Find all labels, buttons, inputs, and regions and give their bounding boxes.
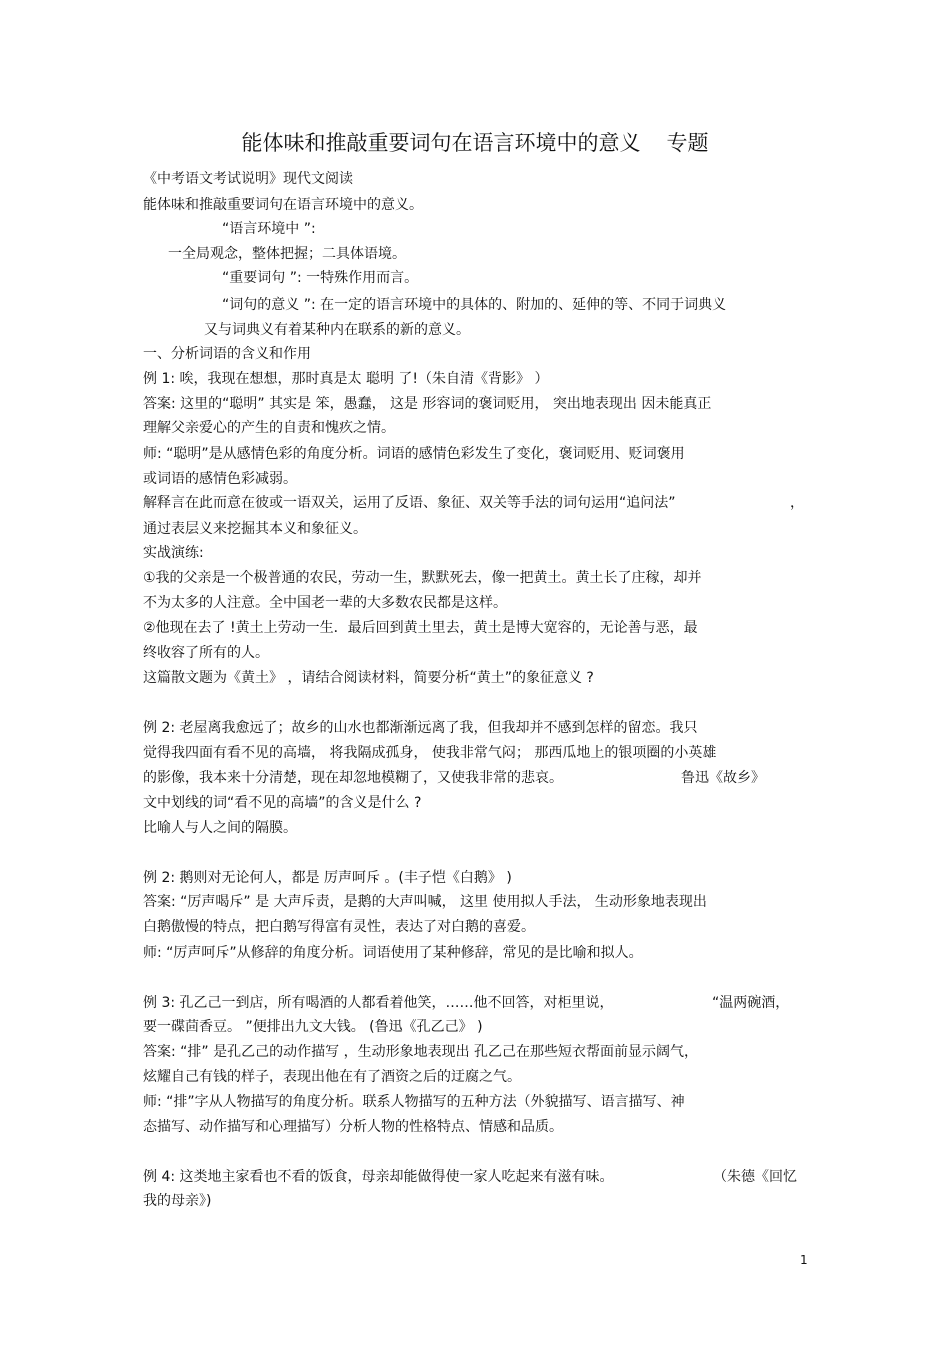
text-line: 例 4: 这类地主家看也不看的饭食，母亲却能做得使一家人吃起来有滋有味。	[143, 1169, 614, 1185]
text-line: 终收容了所有的人。	[143, 645, 269, 661]
text-line: 比喻人与人之间的隔膜。	[143, 820, 297, 836]
text-line: 又与词典义有着某种内在联系的新的意义。	[204, 322, 470, 338]
text-line: 我的母亲》)	[143, 1193, 212, 1209]
text-line: 能体味和推敲重要词句在语言环境中的意义。	[143, 197, 423, 213]
title-suffix: 专题	[666, 131, 709, 155]
text-line: 不为太多的人注意。全中国老一辈的大多数农民都是这样。	[143, 595, 507, 611]
text-line: 例 1: 唉，我现在想想，那时真是太 聪明 了!（朱自清《背影》 ）	[143, 371, 549, 387]
page-number: 1	[800, 1253, 808, 1267]
text-line: 理解父亲爱心的产生的自责和愧疚之情。	[143, 420, 395, 436]
section-heading: 一、分析词语的含义和作用	[143, 346, 311, 362]
text-line: “重要词句 ”: 一特殊作用而言。	[222, 270, 419, 286]
text-fragment: 鲁迅《故乡》	[681, 770, 765, 786]
text-line: 例 2: 老屋离我愈远了；故乡的山水也都渐渐远离了我，但我却并不感到怎样的留恋。我只	[143, 720, 698, 736]
text-line: ①我的父亲是一个极普通的农民，劳动一生，默默死去，像一把黄土。黄土长了庄稼，却并	[143, 570, 702, 586]
text-line: 通过表层义来挖掘其本义和象征义。	[143, 521, 367, 537]
title-main: 能体味和推敲重要词句在语言环境中的意义	[241, 131, 641, 155]
text-line: 解释言在此而意在彼或一语双关，运用了反语、象征、双关等手法的词句运用“追问法”	[143, 495, 676, 511]
text-line: 答案: “排” 是孔乙己的动作描写 ，生动形象地表现出 孔乙己在那些短衣帮面前显示阔气，	[143, 1044, 699, 1060]
text-line: 一全局观念，整体把握；二具体语境。	[168, 246, 406, 262]
text-line: 师: “排”字从人物描写的角度分析。联系人物描写的五种方法（外貌描写、语言描写、神	[143, 1094, 685, 1110]
text-line: 实战演练:	[143, 545, 204, 561]
text-line: 例 2: 鹅则对无论何人，都是 厉声呵斥 。(丰子恺《白鹅》 )	[143, 870, 512, 886]
text-line: 例 3: 孔乙己一到店，所有喝酒的人都看着他笑，……他不回答，对柜里说，	[143, 995, 614, 1011]
text-line: 觉得我四面有看不见的高墙， 将我隔成孤身， 使我非常气闷； 那西瓜地上的银项圈的小英雄	[143, 745, 717, 761]
text-line: 要一碟茴香豆。 ”便排出九文大钱。 (鲁迅《孔乙己》 )	[143, 1019, 483, 1035]
text-line: 师: “厉声呵斥”从修辞的角度分析。词语使用了某种修辞，常见的是比喻和拟人。	[143, 945, 643, 961]
text-line: 文中划线的词“看不见的高墙”的含义是什么 ?	[143, 795, 422, 811]
text-fragment: （朱德《回忆	[713, 1169, 797, 1185]
text-line: 或词语的感情色彩减弱。	[143, 471, 297, 487]
text-line: 《中考语文考试说明》现代文阅读	[143, 171, 353, 187]
text-line: 这篇散文题为《黄土》 ，请结合阅读材料，简要分析“黄土”的象征意义 ?	[143, 670, 594, 686]
text-fragment: ，	[790, 495, 804, 511]
page-title	[0, 128, 950, 158]
text-line: “词句的意义 ”: 在一定的语言环境中的具体的、附加的、延伸的等、不同于词典义	[222, 297, 727, 313]
text-line: 答案: “厉声喝斥” 是 大声斥责，是鹅的大声叫喊， 这里 使用拟人手法， 生动形象地表现出	[143, 894, 707, 910]
text-line: 师: “聪明”是从感情色彩的角度分析。词语的感情色彩发生了变化，褒词贬用、贬词褒用	[143, 446, 685, 462]
text-line: 炫耀自己有钱的样子，表现出他在有了酒资之后的迂腐之气。	[143, 1069, 521, 1085]
text-line: 的影像，我本来十分清楚，现在却忽地模糊了，又使我非常的悲哀。	[143, 770, 563, 786]
text-line: “语言环境中 ”:	[222, 221, 316, 237]
text-line: 白鹅傲慢的特点，把白鹅写得富有灵性，表达了对白鹅的喜爱。	[143, 919, 535, 935]
text-fragment: “温两碗酒，	[712, 995, 790, 1011]
text-line: 答案: 这里的“聪明” 其实是 笨，愚蠢， 这是 形容词的褒词贬用， 突出地表现出 因未能真正	[143, 396, 712, 412]
text-line: ②他现在去了 !黄土上劳动一生．最后回到黄土里去，黄土是博大宽容的，无论善与恶，最	[143, 620, 698, 636]
text-line: 态描写、动作描写和心理描写）分析人物的性格特点、情感和品质。	[143, 1119, 563, 1135]
